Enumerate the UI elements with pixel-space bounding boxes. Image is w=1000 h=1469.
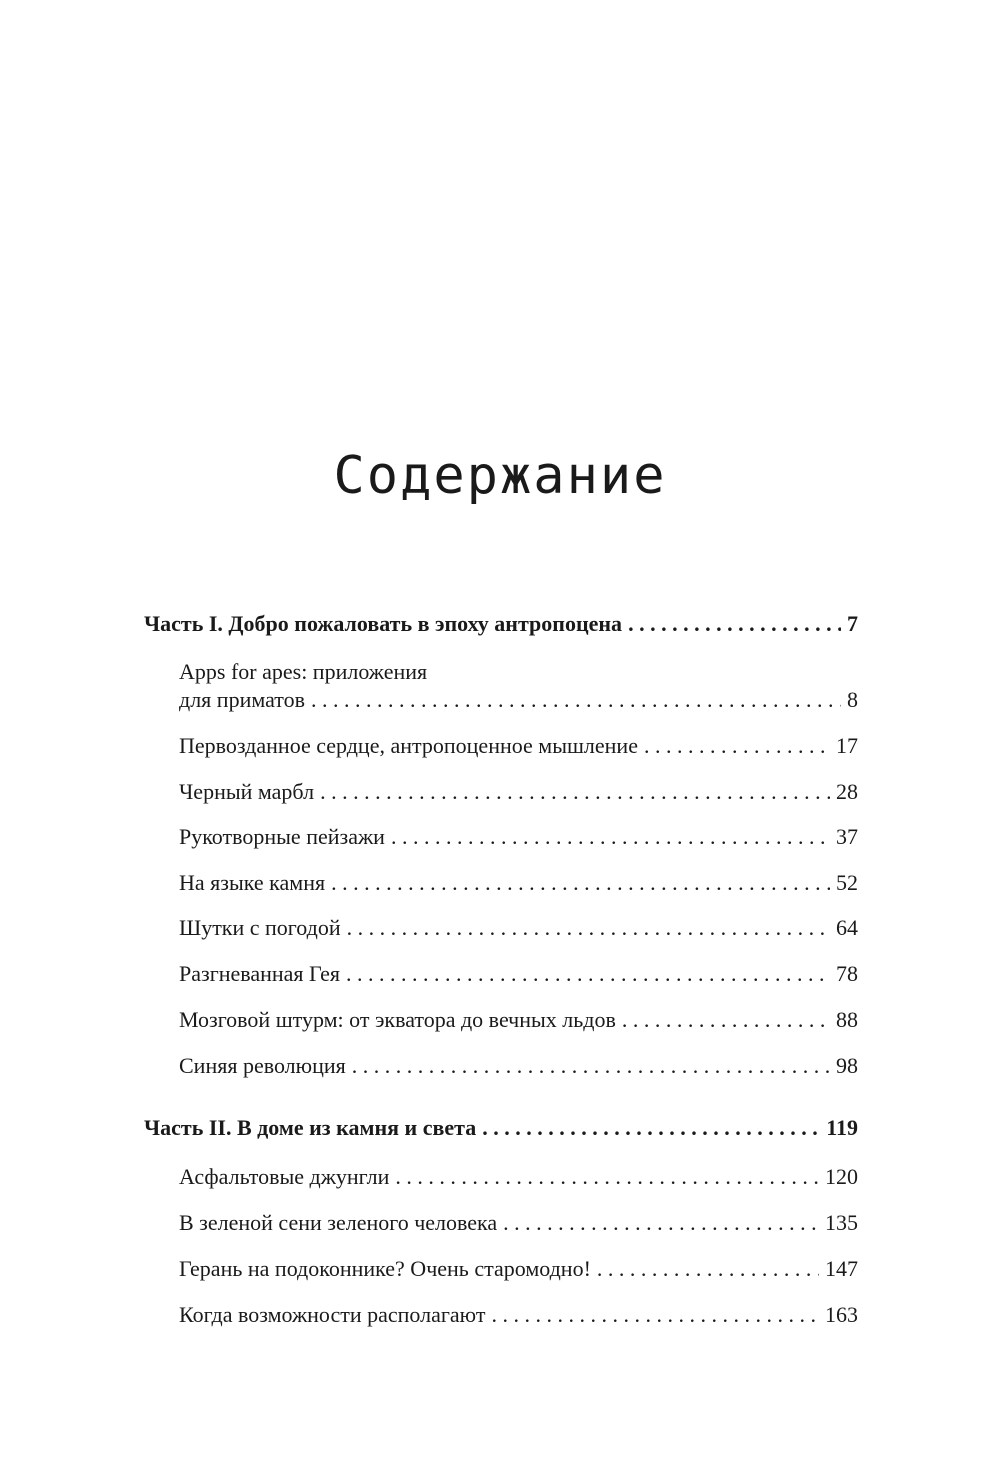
toc-page-number: 52 [836,870,858,895]
toc-entry-line1: Apps for apes: приложения [179,659,428,684]
dot-leader [628,610,841,638]
toc-entry [179,1301,858,1329]
toc-page-number: 147 [825,1256,858,1281]
toc-entry-title: Первозданное сердце, антропоценное мышление [179,733,638,758]
toc-page-number: 119 [826,1115,858,1140]
toc-entry [179,869,858,897]
toc-entry-title: Герань на подоконнике? Очень старомодно! [179,1256,591,1281]
toc-entry [179,960,858,988]
toc-entry-title: для приматов [179,687,306,712]
toc-entry [179,1006,858,1034]
toc-part-title: Часть II. В доме из камня и света [144,1115,477,1140]
dot-leader [320,778,830,806]
dot-leader [311,686,841,714]
toc-part-2 [144,1114,858,1142]
toc-page-number: 37 [836,824,858,849]
toc-page-number: 17 [836,733,858,758]
dot-leader [395,1163,819,1191]
toc-page-number: 88 [836,1007,858,1032]
toc-entry [179,914,858,942]
toc-part-title: Часть I. Добро пожаловать в эпоху антропоцена [144,611,623,636]
toc-entry-title: Мозговой штурм: от экватора до вечных льдов [179,1007,616,1032]
toc-entry-title: Когда возможности располагают [179,1302,486,1327]
toc-page-number: 8 [847,687,858,712]
dot-leader [644,732,830,760]
toc-entry-title: Разгневанная Гея [179,961,340,986]
toc-entry [179,1255,858,1283]
toc-page-number: 78 [836,961,858,986]
toc-entry [179,1163,858,1191]
toc-entry-title: Асфальтовые джунгли [179,1164,390,1189]
dot-leader [391,823,830,851]
toc-page-number: 98 [836,1053,858,1078]
toc-page-number: 135 [825,1210,858,1235]
toc-page-number: 64 [836,915,858,940]
toc-entry-title: Шутки с погодой [179,915,341,940]
dot-leader [622,1006,830,1034]
toc-part-1 [144,610,858,638]
dot-leader [347,914,830,942]
toc-page-number: 7 [847,611,858,636]
dot-leader [482,1114,820,1142]
toc-page-number: 120 [825,1164,858,1189]
toc-entry [179,732,858,760]
toc-entry [179,686,858,714]
toc-entry [179,1209,858,1237]
dot-leader [503,1209,819,1237]
page-title: Содержание [333,446,667,506]
toc-entry-title: На языке камня [179,870,326,895]
toc-page-number: 163 [825,1302,858,1327]
dot-leader [346,960,830,988]
dot-leader [352,1052,830,1080]
toc-entry-title: Синяя революция [179,1053,346,1078]
toc-entry-title: Рукотворные пейзажи [179,824,385,849]
toc-entry [179,823,858,851]
dot-leader [491,1301,819,1329]
dot-leader [597,1255,819,1283]
toc-entry [179,1052,858,1080]
toc-entry [179,778,858,806]
dot-leader [331,869,830,897]
toc-page-number: 28 [836,779,858,804]
toc-entry-title: В зеленой сени зеленого человека [179,1210,498,1235]
toc-entry-title: Черный марбл [179,779,315,804]
